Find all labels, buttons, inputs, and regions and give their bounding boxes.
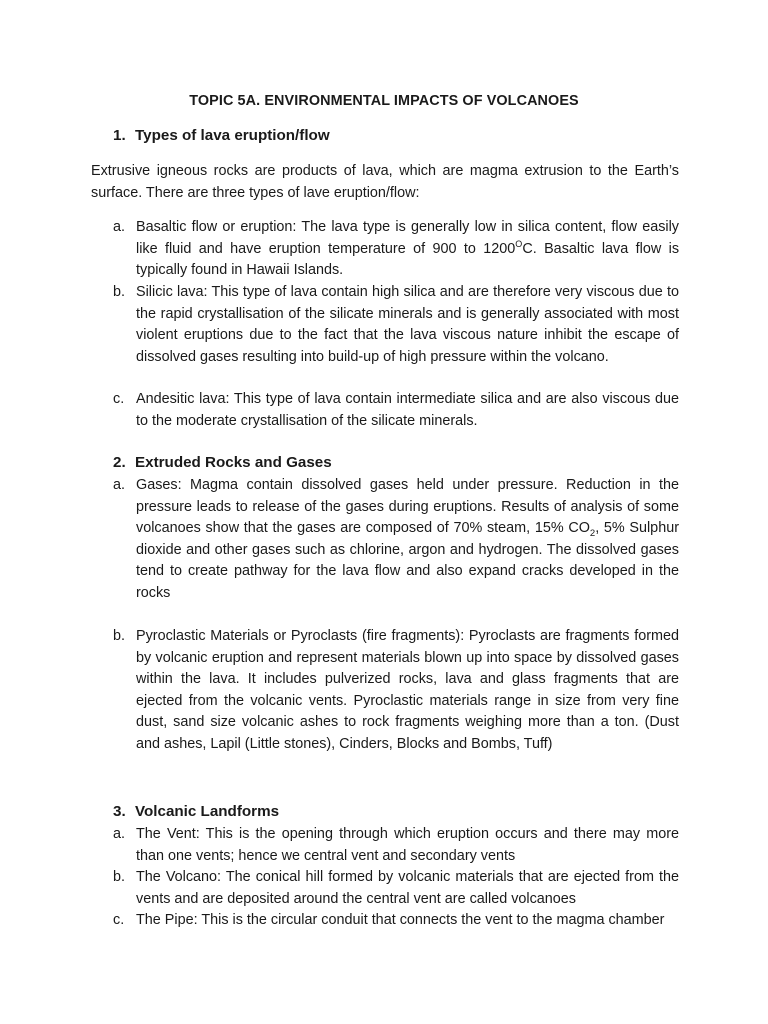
list-item-label: b.: [113, 869, 126, 885]
list-item-text: The Pipe: This is the circular conduit that connects the vent to the magma chamber: [136, 912, 665, 928]
list-item-text: Gases: Magma contain dissolved gases held under pressure. Reduction in the pressure leads to release of the gases during eruptions. Results of analysis of some volcanoes show that the gases are composed of 70% steam, 15% $CO_2$, 5% Sulphur dioxide and other gases such as chlorine, argon and hydrogen. The dissolved gases tend to create pathway for the lava flow and also expand cracks developed in the rocks: [136, 477, 679, 601]
list-item-label: a.: [113, 219, 126, 235]
list-item-1c: [113, 389, 679, 432]
list-item-label: a.: [113, 826, 126, 842]
list-item-3b: [113, 867, 679, 910]
list-item-label: b.: [113, 628, 126, 644]
section-title: Volcanic Landforms: [135, 803, 280, 820]
list-item-label: c.: [113, 391, 125, 407]
list-item-3a: [113, 824, 679, 867]
list-item-text: Andesitic lava: This type of lava contain intermediate silica and are also viscous due to the moderate crystallisation of the silicate minerals.: [136, 391, 679, 429]
section-title: Extruded Rocks and Gases: [135, 454, 332, 471]
list-item-2a: [113, 475, 679, 604]
section-number: 3.: [113, 803, 126, 820]
list-item-1b: [113, 282, 679, 368]
section-number: 2.: [113, 454, 126, 471]
section-title: Types of lava eruption/flow: [135, 127, 330, 144]
section-number: 1.: [113, 127, 126, 144]
list-item-2b: [113, 626, 679, 755]
subscript-two: 2: [589, 527, 596, 539]
list-item-text: Pyroclastic Materials or Pyroclasts (fire fragments): Pyroclasts are fragments formed by volcanic eruption and represent materials blown up into space by dissolved gases within the lava. It includes pulverized rocks, lava and glass fragments that are ejected from the volcanic vents. Pyroclastic materials range in size from very fine dust, sand size volcanic ashes to rock fragments weighing more than a ton. (Dust and ashes, Lapil (Little stones), Cinders, Blocks and Bombs, Tuff): [136, 628, 679, 752]
list-item-label: c.: [113, 912, 125, 928]
list-item-text: Silicic lava: This type of lava contain high silica and are therefore very viscous due to the rapid crystallisation of the silicate minerals and is generally associated with most violent eruptions due to the fact that the lava viscous nature inhibit the escape of dissolved gases resulting into build-up of high pressure within the volcano.: [136, 284, 679, 365]
superscript-degree: O: [515, 238, 523, 249]
list-item-3c: [113, 910, 679, 932]
list-item-1a: [113, 217, 679, 282]
list-item-label: a.: [113, 477, 126, 493]
list-item-text: Basaltic flow or eruption: The lava type is generally low in silica content, flow easily like fluid and have eruption temperature of 900 to $1200^OC$. Basaltic lava flow is typically found in Hawaii Islands.: [136, 219, 680, 278]
section-intro-paragraph: Extrusive igneous rocks are products of lava, which are magma extrusion to the Earth’s surface. There are three types of lave eruption/flow:: [91, 163, 679, 201]
page-title: TOPIC 5A. ENVIRONMENTAL IMPACTS OF VOLCANOES: [189, 93, 579, 109]
list-item-label: b.: [113, 284, 126, 300]
list-item-text: The Vent: This is the opening through which eruption occurs and there may more than one vents; hence we central vent and secondary vents: [136, 826, 679, 864]
list-item-text: The Volcano: The conical hill formed by volcanic materials that are ejected from the vents and are deposited around the central vent are called volcanoes: [136, 869, 679, 907]
